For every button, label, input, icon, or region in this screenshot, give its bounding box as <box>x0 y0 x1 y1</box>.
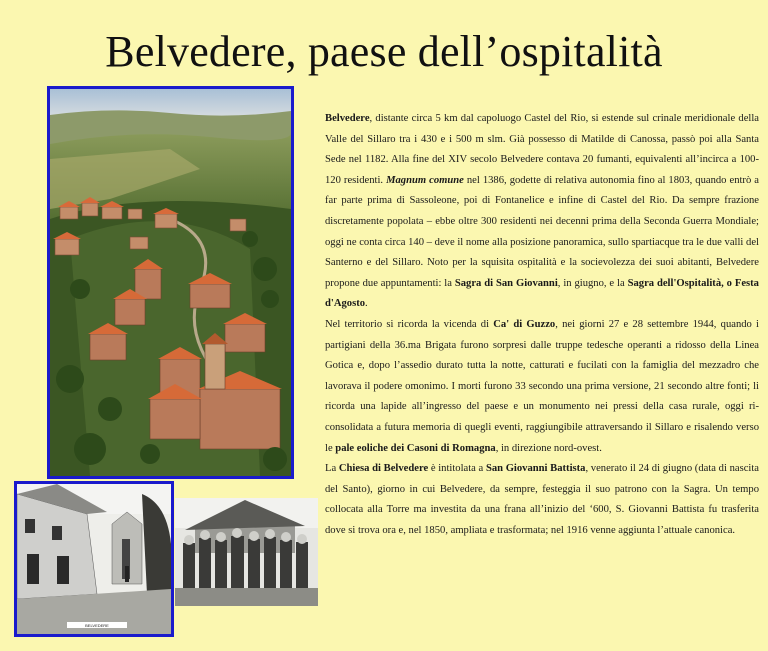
highlighted-term: Chiesa di Belvedere <box>338 463 429 475</box>
text-run: , nei giorni 27 e 28 settembre 1944, quando i partigiani della 36.ma Brigata furono sorpresi dalle truppe tedesche operanti a ridosso della Linea Gotica e, dopo l’assedio durato tutta la notte, catturati e fucilati con la famiglia del mezzadro che lavorava il podere omonimo. I morti furono 33 secondo una prima versione, 21 secondo altre fonti; li ricorda una lapide all’ingresso del paese e un monumento nei pressi della casa rurale, oggi ri-consolidata a futura memoria di quegli eventi, raggiungibile attraversando il Sillaro e risalendo verso le <box>325 318 759 454</box>
text-run: nel 1386, godette di relativa autonomia fino al 1803, quando entrò a far parte prima di Sassoleone, poi di Fontanelice e infine di Castel del Rio. Da sempre frazione discretamente popolata – ebbe oltre 300 residenti nei decenni prima della Seconda Guerra Mondiale; oggi ne conta circa 140 – deve il nome alla posizione panoramica, sullo spartiacque tra le due valli del Santerno e del Sillaro. Noto per la squisita ospitalità e la socievolezza dei suoi abitanti, Belvedere propone due appuntamenti: la <box>325 174 759 289</box>
text-run: , distante circa 5 km dal capoluogo Castel del Rio, si estende sul crinale meridionale della Valle del Sillaro tra i 430 e i 500 m slm. Già possesso di Matilde di Canossa, passò poi alla Santa Sede nel 1182. Alla fine del XIV secolo Belvedere contava 20 fumanti, equivalenti all’incirca a 100-120 residenti. <box>325 113 759 186</box>
highlighted-term: San Giovanni Battista <box>485 463 586 475</box>
paragraph-chiesa <box>325 459 759 541</box>
highlighted-term: Sagra dell'Ospitalità, o Festa d'Agosto <box>325 277 759 310</box>
text-run: . <box>365 298 368 310</box>
text-run: è intitolata a <box>428 463 486 475</box>
highlighted-term: Magnum comune <box>386 174 464 186</box>
highlighted-term: Sagra di San Giovanni <box>454 277 558 289</box>
page-title: Belvedere, paese dell’ospitalità <box>105 27 663 76</box>
text-run: , in giugno, e la <box>557 277 628 289</box>
article-body <box>325 109 759 541</box>
historic-group-photo <box>175 498 318 606</box>
aerial-village-photo <box>47 86 294 479</box>
text-run: , venerato il 24 di giugno (data di nascita del Santo), giorno in cui Belvedere, da sempre, festeggia il suo patrono con la Sagra. Un tempo collocata alla Torre ma investita da una frana all’inizio del ‘600, S. Giovanni Battista fu trasferita dove si trova ora e, nel 1850, ampliata e trasformata; nel 1916 venne aggiunta l’attuale canonica. <box>325 463 759 536</box>
historic-street-photo <box>14 481 174 637</box>
text-run: , in direzione nord-ovest. <box>495 442 602 454</box>
highlighted-term: Ca' di Guzzo <box>493 318 556 330</box>
text-run: La <box>325 463 339 475</box>
highlighted-term: Belvedere <box>325 113 370 124</box>
highlighted-term: pale eoliche dei Casoni di Romagna <box>335 442 496 454</box>
paragraph-history <box>325 109 759 315</box>
photo-caption: BELVEDERE <box>85 623 109 628</box>
text-run: Nel territorio si ricorda la vicenda di <box>325 318 494 330</box>
paragraph-ca-di-guzzo <box>325 315 759 459</box>
